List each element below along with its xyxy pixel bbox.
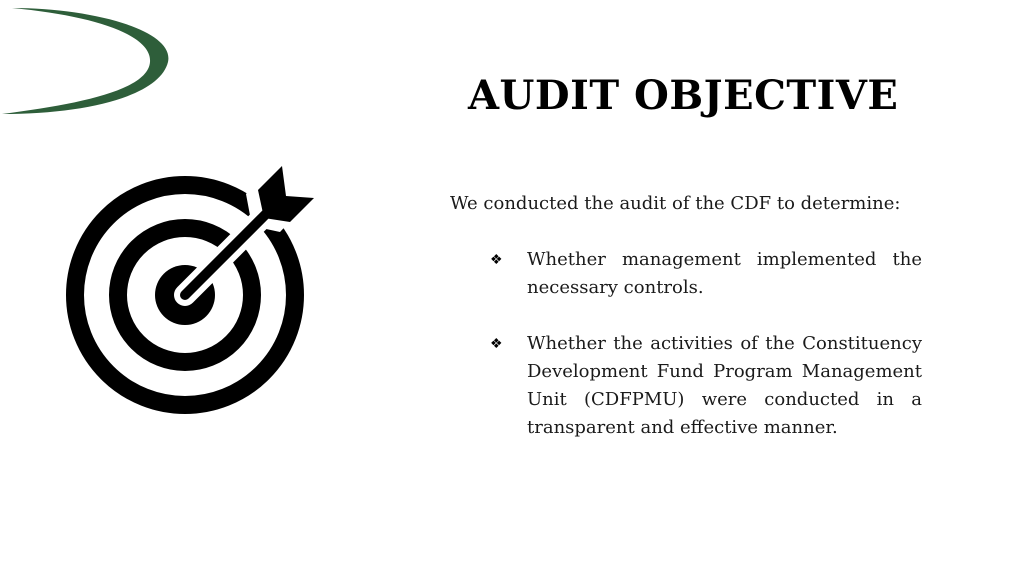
list-item <box>450 246 922 302</box>
page-title: AUDIT OBJECTIVE <box>468 72 899 119</box>
objective-list <box>450 246 922 442</box>
diamond-bullet-icon: ❖ <box>490 336 503 352</box>
diamond-bullet-icon: ❖ <box>490 252 503 268</box>
target-arrow-icon <box>60 160 320 420</box>
list-item <box>450 330 922 442</box>
intro-text: We conducted the audit of the CDF to determine: <box>450 193 901 214</box>
green-swoosh-icon <box>0 0 180 125</box>
objective-content <box>450 190 922 470</box>
list-item-text: Whether the activities of the Constituency Development Fund Program Management Unit (CDFPMU) were conducted in a transparent and effective manner. <box>527 333 922 438</box>
list-item-text: Whether management implemented the necessary controls. <box>527 249 922 298</box>
